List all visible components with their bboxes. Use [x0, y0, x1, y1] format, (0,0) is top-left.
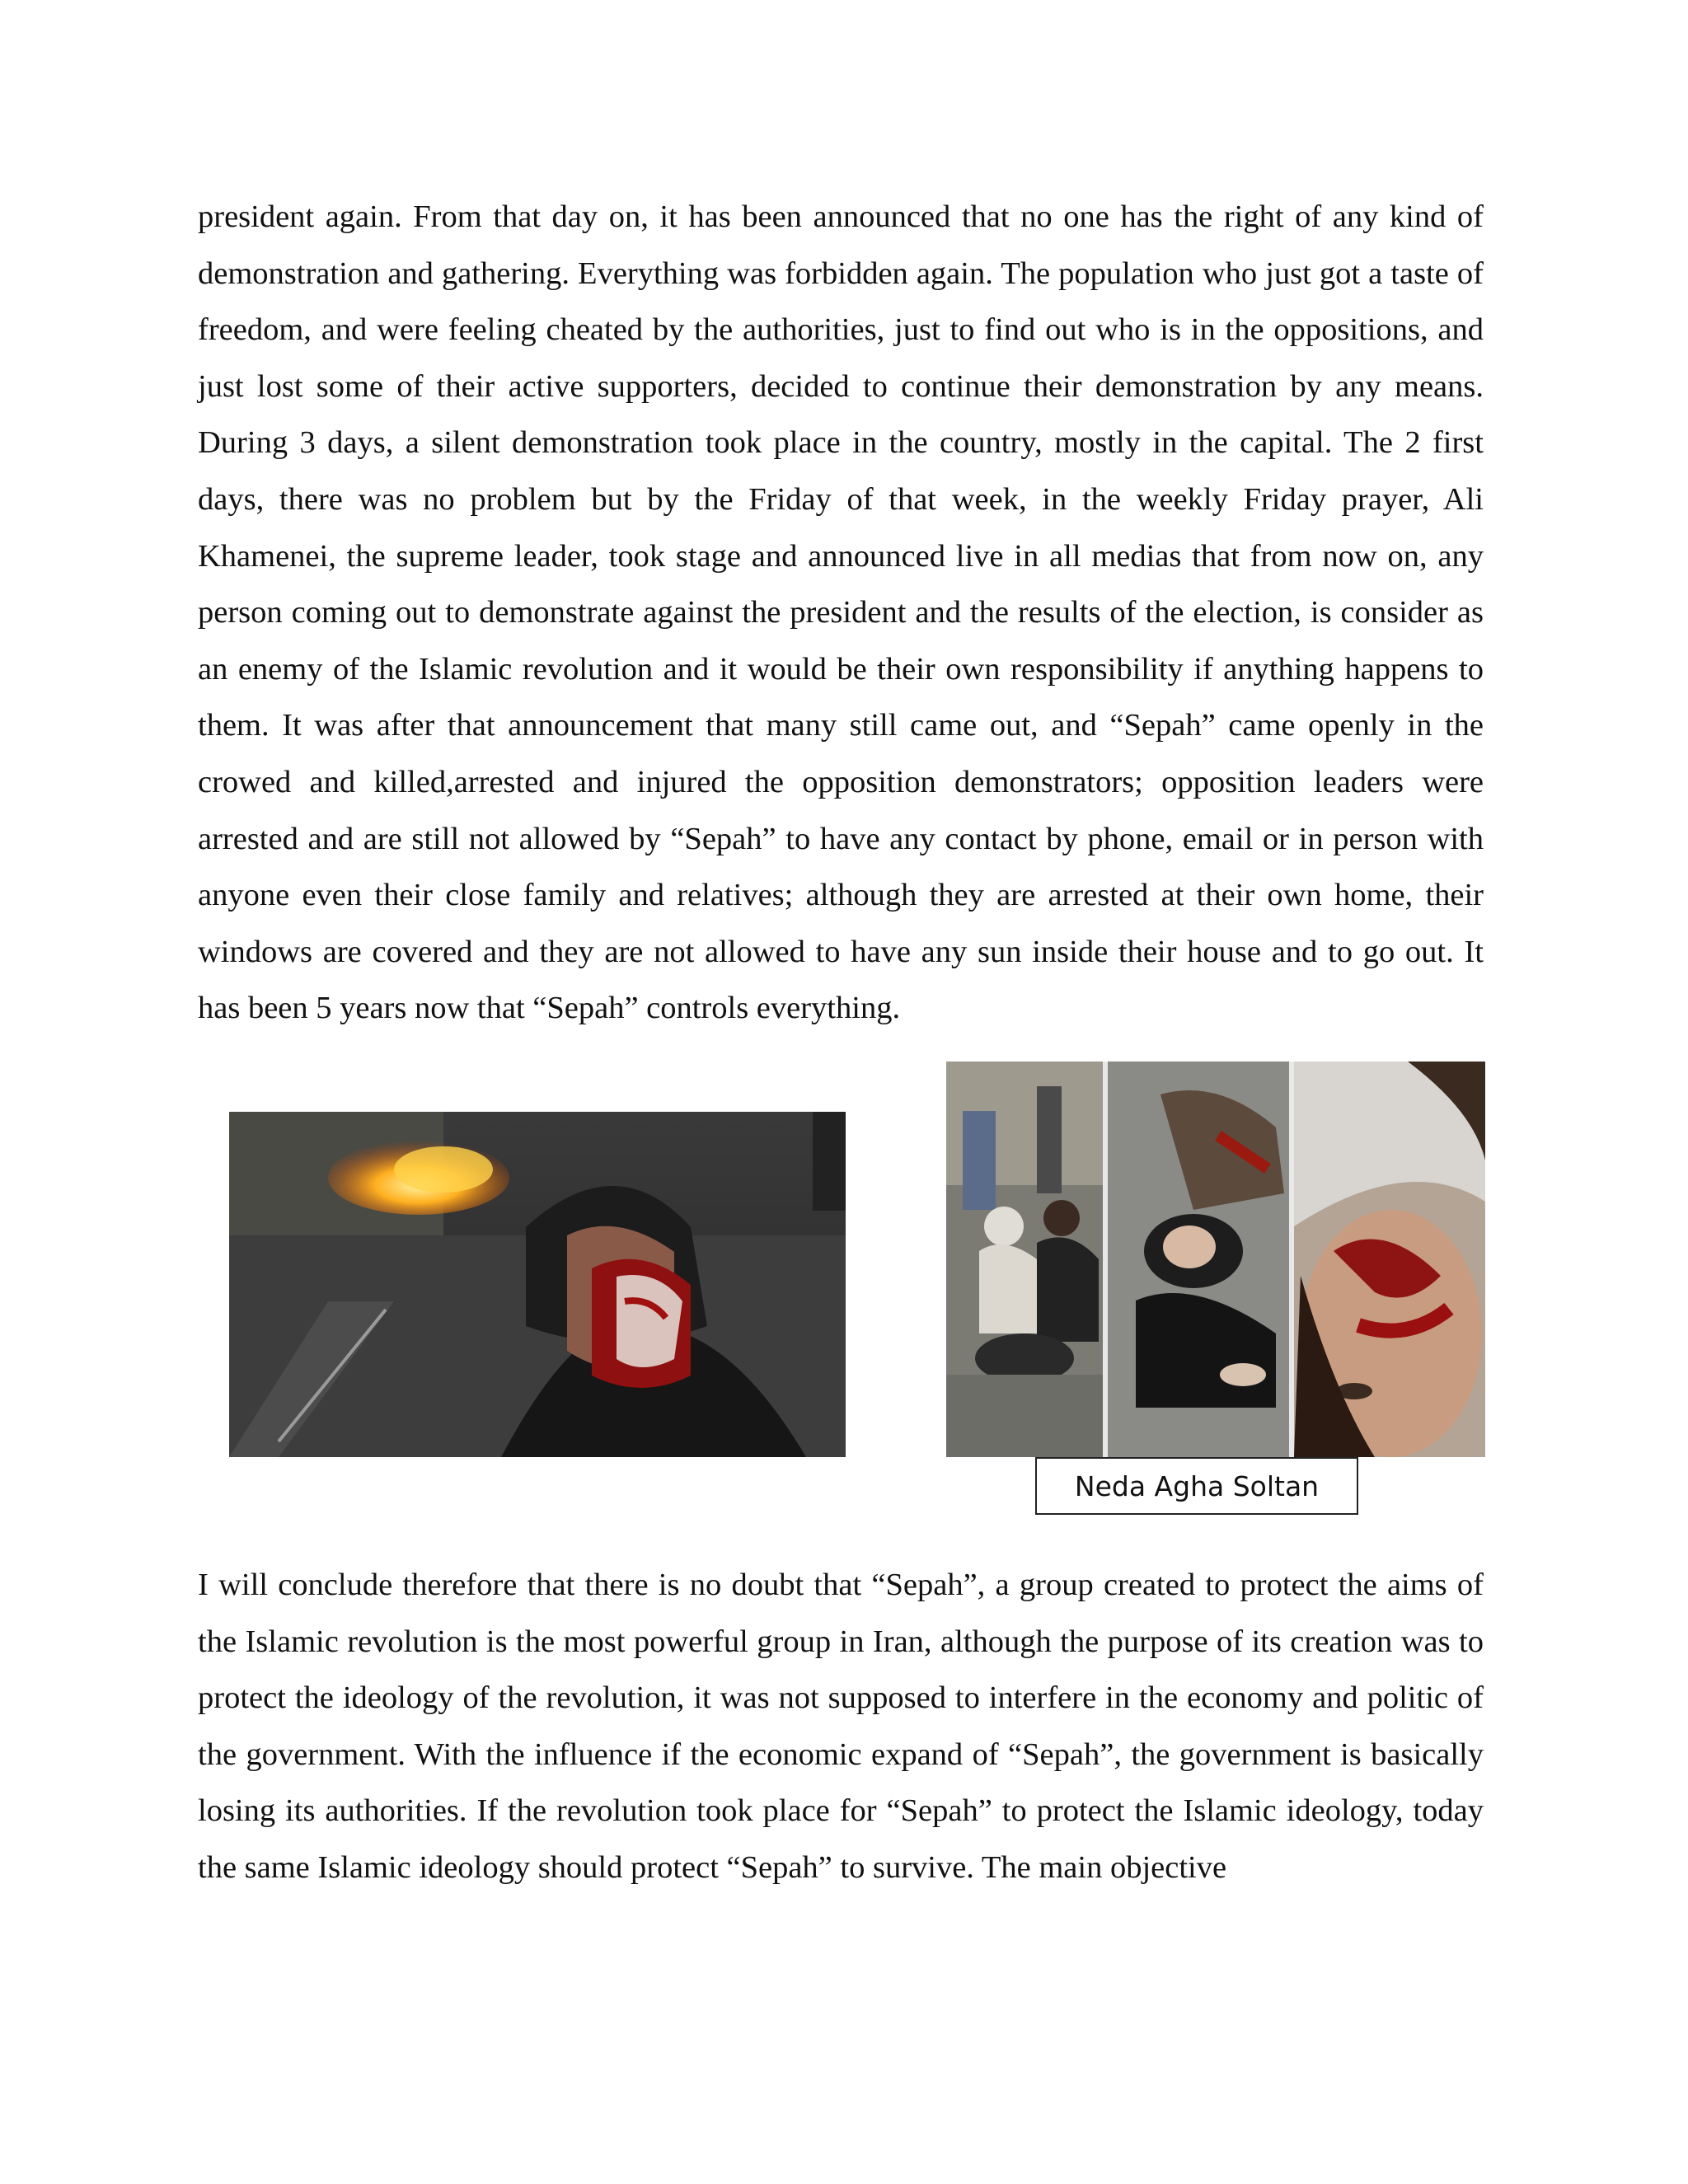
victim-photo-collage-illustration [946, 1062, 1485, 1457]
protester-photo [229, 1112, 846, 1457]
protester-photo-illustration [229, 1112, 846, 1457]
victim-photo-collage [946, 1062, 1485, 1457]
photo-caption: Neda Agha Soltan [1035, 1457, 1358, 1515]
body-paragraph-1: president again. From that day on, it has been announced that no one has the right of any kind of demonstration and gathering. Everything was forbidden again. The population who just got a taste of freedom, and were feeling cheated by the authorities, just to find out who is in the oppositions, and just lost some of their active supporters, decided to continue their demonstration by any means. During 3 days, a silent demonstration took place in the country, mostly in the capital. The 2 first days, there was no problem but by the Friday of that week, in the weekly Friday prayer, Ali Khamenei, the supreme leader, took stage and announced live in all medias that from now on, any person coming out to demonstrate against the president and the results of the election, is consider as an enemy of the Islamic revolution and it would be their own responsibility if anything happens to them. It was after that announcement that many still came out, and “Sepah” came openly in the crowed and killed,arrested and injured the opposition demonstrators; opposition leaders were arrested and are still not allowed by “Sepah” to have any contact by phone, email or in person with anyone even their close family and relatives; although they are arrested at their own home, their windows are covered and they are not allowed to have any sun inside their house and to go out. It has been 5 years now that “Sepah” controls everything. [198, 199, 1484, 1026]
body-paragraph-2: I will conclude therefore that there is no doubt that “Sepah”, a group created to protect the aims of the Islamic revolution is the most powerful group in Iran, although the purpose of its creation was to protect the ideology of the revolution, it was not supposed to interfere in the economy and politic of the government. With the influence if the economic expand of “Sepah”, the government is basically losing its authorities. If the revolution took place for “Sepah” to protect the Islamic ideology, today the same Islamic ideology should protect “Sepah” to survive. The main objective [198, 1568, 1484, 1885]
